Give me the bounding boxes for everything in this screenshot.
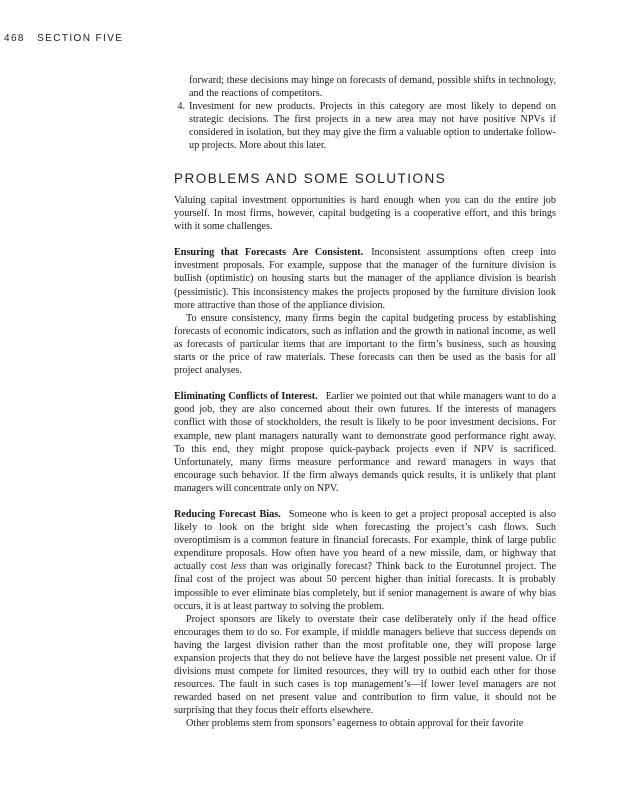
conflicts-heading: Eliminating Conflicts of Interest. (174, 391, 318, 403)
section-label: SECTION FIVE (37, 33, 124, 44)
top-list (174, 74, 556, 153)
bias-paragraph-2: Project sponsors are likely to overstate their case deliberately only if the head office encourages them to do so. For example, if middle managers believe that success depends on having the largest division rather than the most profitable one, they will propose large expansion projects that they do not believe have the largest possible net present value. Or if divisions must compete for limited resources, they will try to outbid each other for those resources. The fault in such cases is top management’s—if lower level managers are not rewarded based on net present value and contribution to firm value, it should not be surprising that they focus their efforts elsewhere. (174, 613, 556, 717)
list-continuation: forward; these decisions may hinge on forecasts of demand, possible shifts in technology, and the reactions of competitors. (189, 75, 556, 100)
bias-emphasis: less (230, 561, 247, 573)
forecasts-paragraph-2: To ensure consistency, many firms begin the capital budgeting process by establishing forecasts of economic indicators, such as inflation and the growth in national income, as well as forecasts of particular items that are important to the firm’s business, such as housing starts or the price of raw materials. These forecasts can then be used as the basis for all project analyses. (174, 312, 556, 377)
page-number: 468 (4, 33, 25, 44)
section-heading: PROBLEMS AND SOME SOLUTIONS (174, 171, 447, 186)
list-item-number: 4. (177, 101, 185, 113)
intro-paragraph: Valuing capital investment opportunities is hard enough when you can do the entire job yourself. In most firms, however, capital budgeting is a cooperative effort, and this brings with it some challenges. (174, 195, 556, 233)
bias-text-before: Someone who is keen to get a project proposal accepted is also likely to look on the bright side when forecasting the project’s cash flows. Such overoptimism is a common feature in financial forecasts. For example, think of large public expenditure proposals. How often have you heard of a new missile, dam, or highway that actually cost (174, 508, 557, 573)
bias-heading: Reducing Forecast Bias. (174, 508, 281, 520)
list-item (174, 100, 556, 152)
bias-text-after: than was originally forecast? Think back to the Eurotunnel project. The final cost of the project was about 50 percent higher than initial forecasts. It is probably impossible to ever eliminate bias completely, but if senior management is aware of why bias occurs, it is at least partway to solving the problem. (174, 561, 556, 612)
body-text (174, 194, 556, 731)
conflicts-text: Earlier we pointed out that while managers want to do a good job, they are also concerned about their own futures. If the interests of managers conflict with those of stockholders, the result is likely to be poor investment decisions. For example, new plant managers naturally want to demonstrate good performance right away. To this end, they might propose quick-payback projects even if NPV is sacrificed. Unfortunately, many firms measure performance and reward managers in ways that encourage such behavior. If the firm always demands quick results, it is unlikely that plant managers will concentrate only on NPV. (174, 391, 556, 494)
bias-paragraph-3: Other problems stem from sponsors’ eagerness to obtain approval for their favorite (186, 718, 524, 730)
conflicts-paragraph (174, 390, 556, 495)
forecasts-text: Inconsistent assumptions often creep into investment proposals. For example, suppose that the manager of the furniture division is bullish (optimistic) on housing starts but the manager of the appliance division is bearish (pessimistic). This inconsistency makes the projects proposed by the furniture division look more attractive than those of the appliance division. (174, 247, 556, 311)
forecasts-heading: Ensuring that Forecasts Are Consistent. (174, 247, 364, 259)
running-head (4, 33, 123, 44)
list-item-text: Investment for new products. Projects in this category are most likely to depend on strategic decisions. The first projects in a new area may not have positive NPVs if considered in isolation, but they may give the firm a valuable option to undertake follow-up projects. More about this later. (189, 101, 556, 152)
bias-paragraph (174, 508, 556, 613)
forecasts-paragraph (174, 246, 556, 311)
